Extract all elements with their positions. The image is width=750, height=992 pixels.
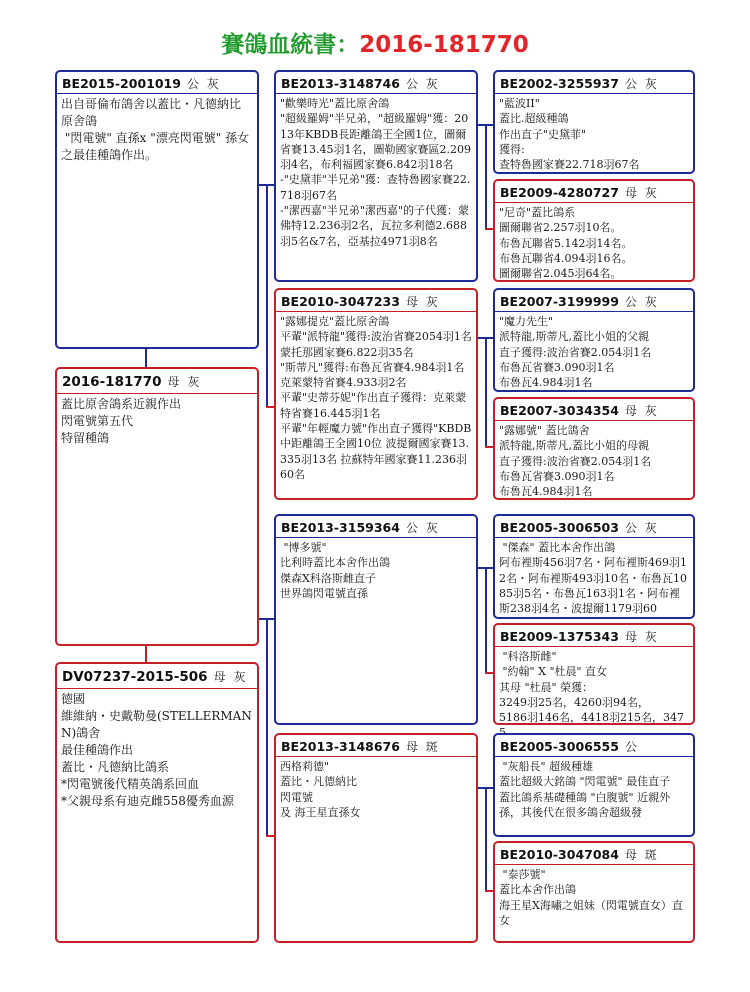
sex-label: 公 xyxy=(405,77,420,91)
color-label: 灰 xyxy=(425,295,440,309)
card-header xyxy=(495,735,693,757)
ring-number: BE2005-3006555 xyxy=(500,739,619,754)
card-header xyxy=(495,625,693,647)
title-ring: 2016-181770 xyxy=(359,32,529,58)
pedigree-card-dsd xyxy=(493,623,695,725)
ring-number: BE2009-4280727 xyxy=(500,185,619,200)
color-label: 灰 xyxy=(644,630,659,644)
card-notes: "露娜號" 蓋比鴿舍 派特龍,斯蒂凡,蓋比小姐的母親 直子獲得:波治省賽2.054羽1名 布魯瓦省賽3.090羽1名 布魯瓦4.984羽1名 xyxy=(499,424,652,499)
sex-label: 母 xyxy=(405,295,420,309)
ring-number: BE2010-3047084 xyxy=(500,847,619,862)
color-label: 灰 xyxy=(233,670,248,684)
pedigree-card-sds xyxy=(493,288,695,392)
sex-label: 母 xyxy=(624,404,639,418)
ring-number: BE2015-2001019 xyxy=(62,76,181,91)
card-header xyxy=(495,72,693,94)
ring-number: BE2010-3047233 xyxy=(281,294,400,309)
ring-number: BE2007-3199999 xyxy=(500,294,619,309)
connector-dd-spine xyxy=(485,787,487,891)
card-notes: "藍波II" 蓋比.超級種鴿 作出直子"史黛菲" 獲得: 查特魯國家賽22.718羽67名 xyxy=(499,97,640,172)
card-notes: "泰莎號" 蓋比本舍作出鴿 海王星X海嘯之姐妹（閃電號直女）直女 xyxy=(499,868,683,927)
color-label: 斑 xyxy=(425,740,440,754)
ring-number: BE2007-3034354 xyxy=(500,403,619,418)
card-header xyxy=(495,843,693,865)
connector-subject-sire-v xyxy=(145,348,147,368)
card-header xyxy=(495,290,693,312)
ring-number: BE2013-3159364 xyxy=(281,520,400,535)
color-label: 灰 xyxy=(644,77,659,91)
card-header xyxy=(276,516,476,538)
connector-sire-spine xyxy=(266,184,268,407)
pedigree-card-dam-dam xyxy=(274,733,478,943)
pedigree-card-sdd xyxy=(493,397,695,500)
ring-number: BE2013-3148676 xyxy=(281,739,400,754)
pedigree-card-sss xyxy=(493,70,695,174)
color-label: 灰 xyxy=(644,186,659,200)
sex-label: 母 xyxy=(213,670,228,684)
ring-number: BE2002-3255937 xyxy=(500,76,619,91)
ring-number: BE2005-3006503 xyxy=(500,520,619,535)
pedigree-card-sire xyxy=(55,70,259,349)
pedigree-card-ddd xyxy=(493,841,695,943)
connector-ds-spine xyxy=(485,567,487,673)
connector-subject-dam-v xyxy=(145,645,147,663)
card-notes: "傑森" 蓋比本舍作出鴿 阿布裡斯456羽7名・阿布裡斯469羽12名・阿布裡斯493羽10名・布魯瓦1085羽5名・布魯瓦163羽1名・阿布裡斯238羽4名・波提爾1179羽60 xyxy=(499,541,687,616)
card-header xyxy=(276,72,476,94)
pedigree-card-dds xyxy=(493,733,695,837)
sex-label: 母 xyxy=(624,186,639,200)
sex-label: 母 xyxy=(167,375,182,389)
sex-label: 公 xyxy=(624,295,639,309)
card-notes: "歡樂時光"蓋比原舍鴿 "超級羅姆"半兄弟，"超級羅姆"獲：2013年KBDB長距離鴿王全國1位，圖爾省賽13.45羽1名，圖勒國家賽區2.209羽4名，布利福國家賽6.842羽18名 -"史黛菲"半兄弟"獲：查特魯國家賽22.718羽67名 -"潔西嘉"半兄弟"潔西嘉"的子代獲：蒙佛特12.236羽2名，瓦拉多利德2.688羽5名&7名，亞基拉4971羽8名 xyxy=(280,97,471,248)
connector-sd-spine xyxy=(485,337,487,447)
card-notes: 出自哥倫布鴿舍以蓋比・凡德納比 原舍鴿 "閃電號" 直孫x "漂亮閃電號" 孫女之最佳種鴿作出。 xyxy=(61,97,250,162)
color-label: 灰 xyxy=(425,77,440,91)
sex-label: 公 xyxy=(624,77,639,91)
ring-number: BE2013-3148746 xyxy=(281,76,400,91)
connector-dam-spine xyxy=(266,618,268,836)
sex-label: 公 xyxy=(624,521,639,535)
connector-ss-spine xyxy=(485,124,487,229)
card-header xyxy=(276,735,476,757)
sex-label: 母 xyxy=(624,848,639,862)
pedigree-card-dss xyxy=(493,514,695,619)
color-label: 灰 xyxy=(644,295,659,309)
ring-number: 2016-181770 xyxy=(62,374,162,390)
card-header xyxy=(57,664,257,689)
sex-label: 母 xyxy=(624,630,639,644)
card-notes: "灰船長" 超級種雄 蓋比超級大銘鴿 "閃電號" 最佳直子 蓋比鴿系基礎種鴿 "白腹號" 近親外孫，其後代在很多鴿舍超級發 xyxy=(499,760,671,819)
card-header xyxy=(57,72,257,94)
color-label: 灰 xyxy=(206,77,221,91)
card-header xyxy=(495,399,693,421)
pedigree-card-dam-sire xyxy=(274,514,478,725)
card-header xyxy=(276,290,476,312)
color-label: 灰 xyxy=(425,521,440,535)
card-notes: 德國 維維納・史戴勒曼(STELLERMAN N)鴿舍 最佳種鴿作出 蓋比・凡德納比鴿系 *閃電號後代精英鴿系回血 *父親母系有迪克雌558優秀血源 xyxy=(61,692,252,808)
card-notes: "魔力先生" 派特龍,斯蒂凡,蓋比小姐的父親 直子獲得:波治省賽2.054羽1名 布魯瓦省賽3.090羽1名 布魯瓦4.984羽1名 xyxy=(499,315,652,390)
page-title xyxy=(0,30,750,60)
card-notes: "科洛斯雌" "約翰" X "杜晨" 直女 其母 "杜晨" 榮獲： 3249羽25名，4260羽94名， 5186羽146名，4418羽215名，347 xyxy=(499,650,684,725)
card-header xyxy=(495,516,693,538)
pedigree-card-subject xyxy=(55,367,259,646)
sex-label: 母 xyxy=(405,740,420,754)
card-notes: 西格莉德" 蓋比・凡德納比 閃電號 及 海王星直孫女 xyxy=(280,760,361,819)
card-notes: "露娜提克"蓋比原舍鴿 平輩"派特龍"獲得:波治省賽2054羽1名蒙托那國家賽6.822羽35名 "斯蒂凡"獲得:布魯瓦省賽4.984羽1名克萊蒙特省賽4.933羽2名 平輩"史蒂芬妮"作出直子獲得：克萊蒙特省賽16.445羽1名 平輩"年輕魔力號"作出直子獲得"KBDB中距離鴿王全國10位 波提爾國家賽13.335羽13名 拉蘇特年國家賽11.236羽60名 xyxy=(280,315,472,481)
sex-label: 公 xyxy=(186,77,201,91)
card-notes: 蓋比原舍鴿系近親作出 閃電號第五代 特留種鴿 xyxy=(61,397,182,445)
ring-number: BE2009-1375343 xyxy=(500,629,619,644)
pedigree-card-ssd xyxy=(493,179,695,282)
pedigree-card-sire-sire xyxy=(274,70,478,282)
color-label: 灰 xyxy=(644,521,659,535)
sex-label: 公 xyxy=(405,521,420,535)
card-notes: "尼奇"蓋比鴿系 圖爾聯省2.257羽10名。 布魯瓦聯省5.142羽14名。 布魯瓦聯省4.094羽16名。 圖爾聯省2.045羽64名。 xyxy=(499,206,633,281)
card-header xyxy=(495,181,693,203)
pedigree-card-sire-dam xyxy=(274,288,478,500)
title-prefix: 賽鴿血統書： xyxy=(221,32,360,58)
color-label: 斑 xyxy=(644,848,659,862)
color-label: 灰 xyxy=(644,404,659,418)
sex-label: 公 xyxy=(624,740,639,754)
card-notes: "博多號" 比利時蓋比本舍作出鴿 傑森X科洛斯雌直子 世界鴿閃電號直孫 xyxy=(280,541,390,600)
card-header xyxy=(57,369,257,394)
ring-number: DV07237-2015-506 xyxy=(62,669,208,685)
pedigree-card-dam xyxy=(55,662,259,943)
color-label: 灰 xyxy=(187,375,202,389)
